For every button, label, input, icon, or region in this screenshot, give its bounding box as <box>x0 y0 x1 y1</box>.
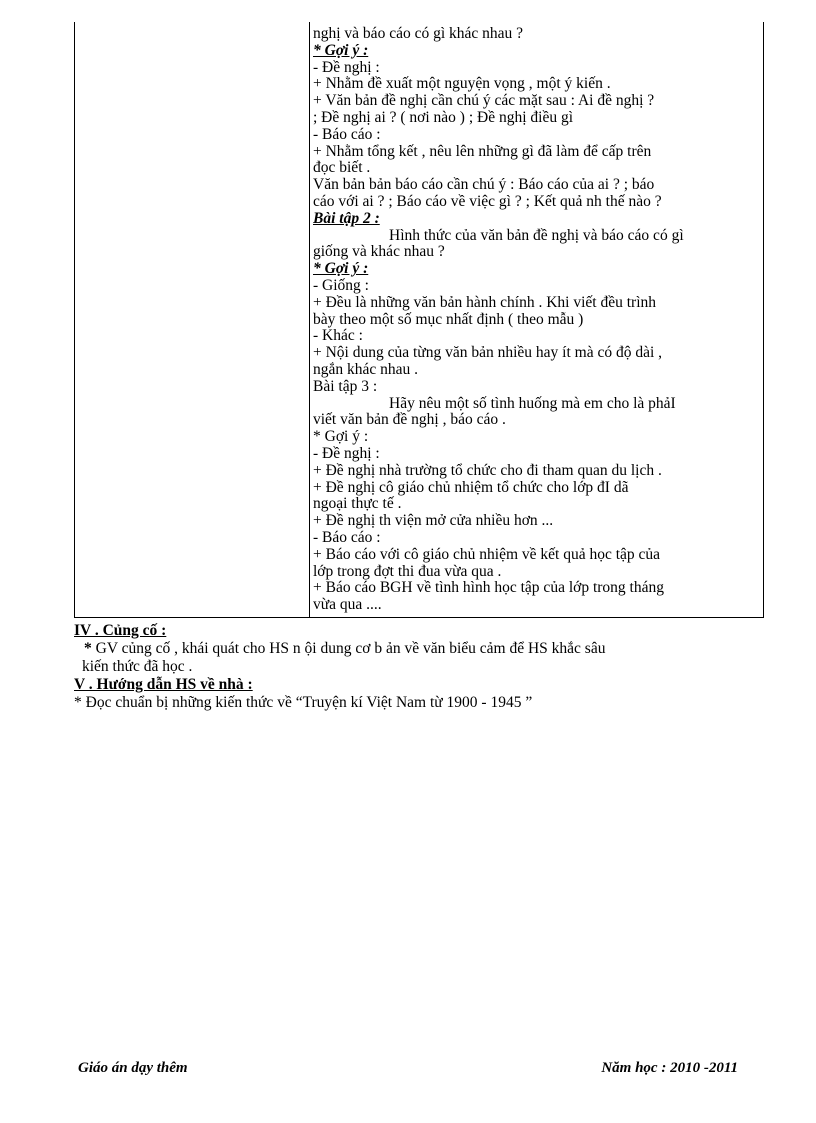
section-iv-bullet: * <box>84 640 92 657</box>
cell-line: Bài tập 2 : <box>313 209 380 227</box>
lesson-table <box>74 22 764 618</box>
cell-line: - Giống : <box>313 276 369 294</box>
cell-line: đọc biết . <box>313 159 371 177</box>
cell-line: - Đề nghị : <box>313 444 380 462</box>
cell-line: - Báo cáo : <box>313 528 381 546</box>
cell-line: cáo với ai ? ; Báo cáo về việc gì ? ; Kết quả nh thế nào ? <box>313 192 662 210</box>
cell-line: + Báo cáo với cô giáo chủ nhiệm về kết quả học tập của <box>313 545 661 563</box>
cell-line: giống và khác nhau ? <box>313 243 445 261</box>
cell-line: ngoại thực tế . <box>313 495 402 513</box>
cell-line: viết văn bản đề nghị , báo cáo . <box>313 411 506 429</box>
cell-line: + Đề nghị nhà trường tổ chức cho đi tham quan du lịch . <box>313 461 662 479</box>
cell-line: * Gợi ý : <box>313 428 369 446</box>
cell-line: + Đề nghị cô giáo chủ nhiệm tổ chức cho lớp đI dã <box>313 478 629 496</box>
section-iv-text: GV củng cố , khái quát cho HS n ội dung cơ b ản về văn biểu cảm để HS khắc sâu <box>91 640 606 657</box>
cell-line: * Gợi ý : <box>313 260 369 278</box>
cell-line: nghị và báo cáo có gì khác nhau ? <box>313 26 524 42</box>
cell-line: Hãy nêu một số tình huống mà em cho là phảI <box>389 394 676 412</box>
cell-line: Hình thức của văn bản đề nghị và báo cáo có gì <box>389 226 684 244</box>
cell-line: ngắn khác nhau . <box>313 360 419 378</box>
cell-line: + Nhằm đề xuất một nguyện vọng , một ý kiến . <box>313 75 611 93</box>
section-v-line <box>74 694 764 712</box>
cell-line: - Khác : <box>313 327 363 345</box>
cell-line: + Đề nghị th viện mở cửa nhiều hơn ... <box>313 512 554 530</box>
cell-line: Bài tập 3 : <box>313 377 378 395</box>
section-v-prefix: * Đọc chuẩn bị những kiến thức về <box>74 694 296 711</box>
cell-line: vừa qua .... <box>313 596 382 614</box>
cell-line: - Báo cáo : <box>313 125 381 143</box>
cell-line: + Báo cáo BGH về tình hình học tập của lớp trong tháng <box>313 579 664 597</box>
section-iv-line-1 <box>74 640 764 658</box>
cell-line: + Văn bản đề nghị cần chú ý các mặt sau : Ai đề nghị ? <box>313 92 655 110</box>
after-table-content <box>74 622 764 712</box>
section-iv-line-2: kiến thức đã học . <box>82 658 193 675</box>
cell-line: bày theo một số mục nhất định ( theo mẫu ) <box>313 310 584 328</box>
cell-line: - Đề nghị : <box>313 58 380 76</box>
cell-line: + Nhằm tổng kết , nêu lên những gì đã làm để cấp trên <box>313 142 652 160</box>
table-right-cell <box>313 26 759 614</box>
table-column-divider <box>309 22 310 617</box>
cell-line: * Gợi ý : <box>313 41 369 59</box>
section-v-quote: “Truyện kí Việt Nam từ 1900 - 1945 ” <box>295 694 533 711</box>
footer-right: Năm học : 2010 -2011 <box>601 1060 738 1076</box>
cell-line: + Nội dung của từng văn bản nhiều hay ít mà có độ dài , <box>313 344 663 362</box>
page-footer <box>78 1060 738 1080</box>
cell-line: lớp trong đợt thi đua vừa qua . <box>313 562 502 580</box>
cell-line: + Đều là những văn bản hành chính . Khi viết đều trình <box>313 293 656 311</box>
footer-left: Giáo án dạy thêm <box>78 1060 188 1076</box>
section-iv-heading: IV . Củng cố : <box>74 622 167 639</box>
cell-line: ; Đề nghị ai ? ( nơi nào ) ; Đề nghị điều gì <box>313 108 574 126</box>
section-v-heading: V . Hướng dẫn HS về nhà : <box>74 676 253 693</box>
cell-line: Văn bản bản báo cáo cần chú ý : Báo cáo của ai ? ; báo <box>313 176 655 194</box>
